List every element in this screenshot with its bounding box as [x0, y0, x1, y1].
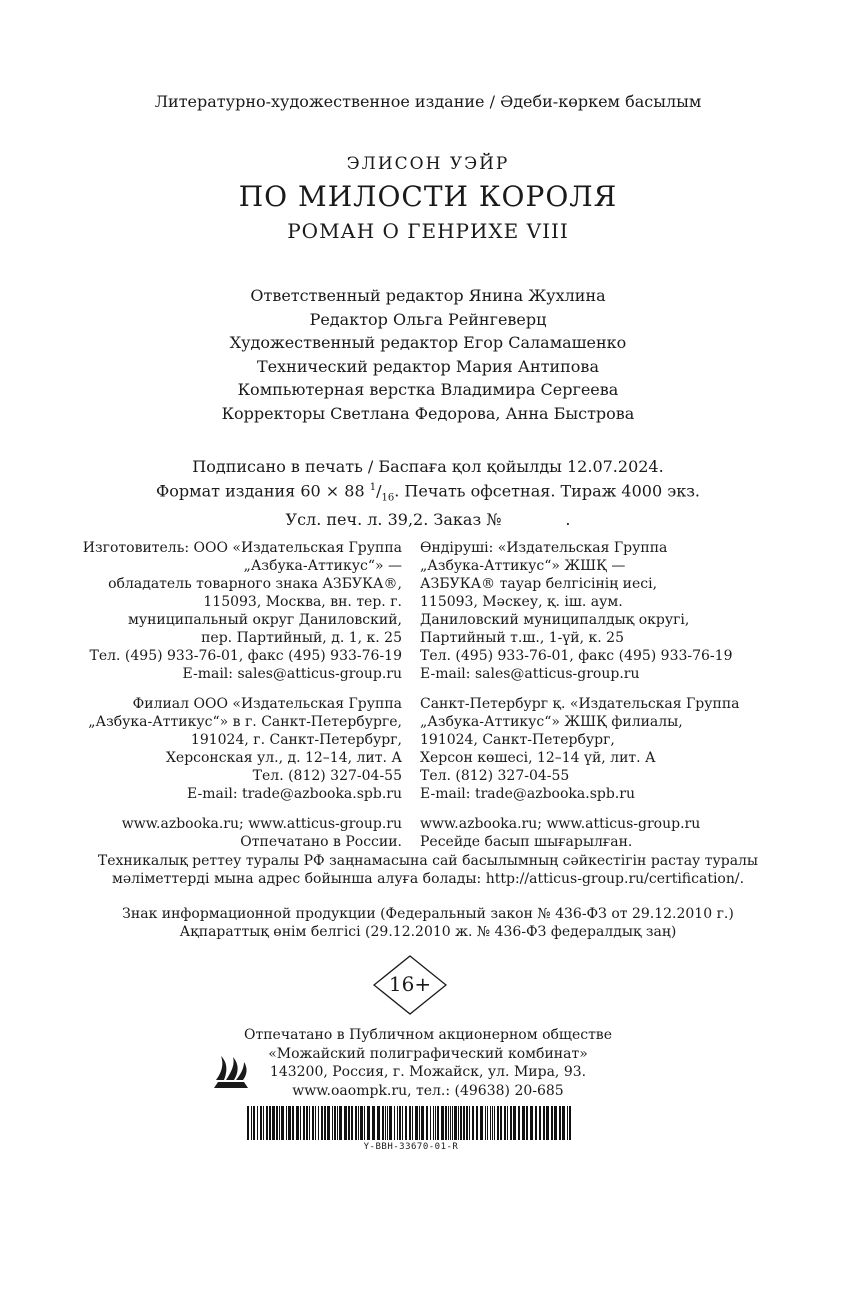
text-line: АЗБУКА® тауар белгісінің иесі, [420, 576, 658, 592]
barcode-bar [367, 1106, 370, 1140]
barcode-bar [364, 1106, 365, 1140]
web-block [420, 815, 750, 851]
text-line: Санкт-Петербург қ. «Издательская Группа [420, 696, 740, 712]
barcode-bar [269, 1106, 271, 1140]
barcode-bar [421, 1106, 424, 1140]
barcode-bar [480, 1106, 483, 1140]
barcode [247, 1106, 575, 1140]
barcode-bar [358, 1106, 359, 1140]
barcode-bar [494, 1106, 495, 1140]
barcode-bar [324, 1106, 326, 1140]
barcode-bar [321, 1106, 323, 1140]
text-line: «Можайский полиграфический комбинат» [268, 1045, 588, 1062]
barcode-bar [286, 1106, 287, 1140]
text-line: 143200, Россия, г. Можайск, ул. Мира, 93. [269, 1064, 587, 1080]
signed-to-print: Подписано в печать / Баспаға қол қойылды 12.07.2024. [192, 457, 664, 476]
web-block [82, 815, 402, 851]
barcode-bar [253, 1106, 255, 1140]
text-line: обладатель товарного знака АЗБУКА®, [108, 576, 402, 592]
barcode-bar [530, 1106, 533, 1140]
barcode-bar [445, 1106, 447, 1140]
age-rating-badge [373, 955, 447, 1015]
text-line: www.azbooka.ru; www.atticus-group.ru [121, 816, 402, 832]
barcode-bar [469, 1106, 470, 1140]
order-end: . [565, 509, 571, 529]
text-line: 115093, Мәскеу, қ. іш. аум. [420, 594, 623, 610]
text-line: Тел. (495) 933-76-01, факс (495) 933-76-19 [89, 648, 402, 664]
text-line: E-mail: sales@atticus-group.ru [420, 666, 640, 682]
text-line: Херсон көшесі, 12–14 үй, лит. А [420, 750, 656, 766]
credit-line: Корректоры Светлана Федорова, Анна Быстрова [221, 403, 635, 423]
text-line: „Азбука-Аттикус“» в г. Санкт-Петербурге, [88, 714, 402, 730]
format-suffix: . Печать офсетная. Тираж 4000 экз. [394, 481, 700, 501]
barcode-bar [279, 1106, 280, 1140]
text-line: 191024, г. Санкт-Петербург, [190, 732, 402, 748]
barcode-bar [251, 1106, 252, 1140]
barcode-bar [360, 1106, 363, 1140]
barcode-bar [554, 1106, 557, 1140]
book-subtitle: РОМАН О ГЕНРИХЕ VIII [287, 219, 569, 243]
genre-line: Литературно-художественное издание / Әдеби-көркем басылым [154, 92, 702, 111]
text-line: Ақпараттық өнім белгісі (29.12.2010 ж. № 436-ФЗ федералдық заң) [179, 924, 677, 940]
text-line: Тел. (495) 933-76-01, факс (495) 933-76-19 [420, 648, 733, 664]
barcode-bar [518, 1106, 520, 1140]
text-line: Тел. (812) 327-04-55 [420, 768, 570, 784]
format-line: Формат издания 60 × 88 $^1/_{16}$. Печать офсетная. Тираж 4000 экз. [155, 481, 700, 504]
info-product-sign [0, 905, 856, 941]
barcode-bar [344, 1106, 347, 1140]
barcode-bar [452, 1106, 453, 1140]
barcode-bar [247, 1106, 249, 1140]
barcode-bar [437, 1106, 439, 1140]
barcode-bar [355, 1106, 357, 1140]
text-line: Тел. (812) 327-04-55 [252, 768, 402, 784]
printer-info [0, 1026, 856, 1100]
barcode-bar [334, 1106, 336, 1140]
barcode-bar [497, 1106, 499, 1140]
print-info [0, 456, 856, 530]
barcode-bar [472, 1106, 474, 1140]
barcode-bar [315, 1106, 316, 1140]
certification-note [0, 852, 856, 888]
text-line: муниципальный округ Даниловский, [127, 612, 402, 628]
format-numerator: 1 [369, 482, 377, 493]
barcode-bar [263, 1106, 264, 1140]
barcode-bar [435, 1106, 436, 1140]
text-line: Техникалық реттеу туралы РФ заңнамасына сай басылымның сәйкестігін растау туралы [97, 853, 759, 869]
format-denominator: 16 [381, 492, 395, 504]
author-name: ЭЛИСОН УЭЙР [346, 154, 510, 174]
barcode-bar [433, 1106, 434, 1140]
barcode-bar [460, 1106, 462, 1140]
barcode-bar [490, 1106, 491, 1140]
text-line: E-mail: trade@azbooka.spb.ru [187, 786, 402, 802]
text-line: www.azbooka.ru; www.atticus-group.ru [420, 816, 701, 832]
barcode-bar [454, 1106, 457, 1140]
text-line: www.oaompk.ru, тел.: (49638) 20-685 [292, 1082, 564, 1099]
text-line: E-mail: sales@atticus-group.ru [182, 666, 402, 682]
barcode-bar [272, 1106, 275, 1140]
barcode-bar [402, 1106, 403, 1140]
barcode-bar [292, 1106, 294, 1140]
barcode-bar [485, 1106, 486, 1140]
age-rating-label: 16+ [388, 972, 432, 996]
barcode-bar [351, 1106, 353, 1140]
barcode-bar [543, 1106, 545, 1140]
manufacturer-block [420, 539, 750, 683]
barcode-bar [266, 1106, 268, 1140]
barcode-bar [504, 1106, 506, 1140]
barcode-code: Y-BBH-33670-01-R [363, 1142, 459, 1152]
barcode-bar [487, 1106, 488, 1140]
credits [0, 284, 856, 425]
barcode-bar [458, 1106, 459, 1140]
order-label: Усл. печ. л. 39,2. Заказ № [285, 509, 502, 529]
barcode-bar [507, 1106, 508, 1140]
barcode-bar [327, 1106, 330, 1140]
barcode-bar [339, 1106, 342, 1140]
barcode-bar [419, 1106, 420, 1140]
barcode-bar [288, 1106, 291, 1140]
barcode-bar [450, 1106, 451, 1140]
barcode-bar [448, 1106, 449, 1140]
barcode-bar [539, 1106, 541, 1140]
text-line: „Азбука-Аттикус“» — [243, 558, 402, 574]
barcode-bar [466, 1106, 468, 1140]
barcode-bar [562, 1106, 565, 1140]
barcode-bar [303, 1106, 305, 1140]
manufacturer-block [82, 539, 402, 683]
barcode-bar [510, 1106, 512, 1140]
branch-block [82, 695, 402, 803]
barcode-bar [409, 1106, 411, 1140]
barcode-bar [312, 1106, 314, 1140]
text-line: Отпечатано в России. [240, 834, 402, 850]
text-line: Партийный т.ш., 1-үй, к. 25 [420, 630, 624, 646]
barcode-bar [463, 1106, 465, 1140]
barcode-bar [394, 1106, 395, 1140]
barcode-bar [492, 1106, 493, 1140]
barcode-bar [405, 1106, 407, 1140]
barcode-bar [306, 1106, 308, 1140]
barcode-bar [257, 1106, 258, 1140]
barcode-bar [397, 1106, 398, 1140]
text-line: 191024, Санкт-Петербург, [420, 732, 615, 748]
publisher-info-kazakh [420, 539, 750, 863]
barcode-bar [337, 1106, 338, 1140]
barcode-bar [348, 1106, 350, 1140]
text-line: пер. Партийный, д. 1, к. 25 [201, 630, 402, 646]
text-line: „Азбука-Аттикус“» ЖШҚ филиалы, [420, 714, 683, 730]
barcode-bar [385, 1106, 386, 1140]
text-line: Өндіруші: «Издательская Группа [420, 540, 668, 556]
barcode-bar [389, 1106, 392, 1140]
credit-line: Компьютерная верстка Владимира Сергеева [237, 380, 619, 399]
text-line: Ресейде басып шығарылған. [420, 834, 633, 850]
barcode-bar [441, 1106, 444, 1140]
barcode-bar [546, 1106, 549, 1140]
format-prefix: Формат издания 60 × 88 [155, 481, 370, 501]
text-line: „Азбука-Аттикус“» ЖШҚ — [420, 558, 626, 574]
barcode-bar [300, 1106, 301, 1140]
text-line: Филиал ООО «Издательская Группа [132, 696, 402, 712]
text-line: мәліметтерді мына адрес бойынша алуға болады: http://atticus-group.ru/certification/. [111, 871, 745, 887]
barcode-bar [476, 1106, 478, 1140]
barcode-bar [513, 1106, 516, 1140]
barcode-bar [377, 1106, 380, 1140]
text-line: 115093, Москва, вн. тер. г. [203, 594, 402, 610]
order-line [0, 509, 856, 530]
barcode-bar [309, 1106, 310, 1140]
credit-line: Технический редактор Мария Антипова [257, 356, 599, 376]
barcode-bar [567, 1106, 568, 1140]
barcode-bar [526, 1106, 528, 1140]
text-line: Знак информационной продукции (Федеральный закон № 436-ФЗ от 29.12.2010 г.) [122, 906, 734, 922]
barcode-bar [276, 1106, 278, 1140]
credit-line: Редактор Ольга Рейнгеверц [309, 309, 547, 329]
barcode-bar [332, 1106, 333, 1140]
barcode-bar [522, 1106, 525, 1140]
text-line: E-mail: trade@azbooka.spb.ru [420, 786, 635, 802]
barcode-bar [260, 1106, 262, 1140]
barcode-bar [412, 1106, 413, 1140]
barcode-bar [559, 1106, 561, 1140]
barcode-bar [500, 1106, 502, 1140]
text-line: Херсонская ул., д. 12–14, лит. А [165, 750, 402, 766]
text-line: Даниловский муниципалдық округі, [420, 612, 690, 628]
barcode-bar [387, 1106, 388, 1140]
text-line: Отпечатано в Публичном акционерном обществе [244, 1027, 612, 1043]
barcode-bar [551, 1106, 553, 1140]
barcode-bar [281, 1106, 284, 1140]
barcode-bar [382, 1106, 384, 1140]
barcode-bar [569, 1106, 571, 1140]
publisher-info-russian [82, 539, 402, 863]
credit-line: Ответственный редактор Янина Жухлина [250, 286, 606, 305]
barcode-bar [318, 1106, 319, 1140]
barcode-bar [296, 1106, 299, 1140]
barcode-bar [430, 1106, 431, 1140]
barcode-bar [535, 1106, 537, 1140]
barcode-bar [426, 1106, 428, 1140]
credit-line: Художественный редактор Егор Саламашенко [229, 333, 627, 352]
text-line: Изготовитель: ООО «Издательская Группа [82, 540, 402, 556]
branch-block [420, 695, 750, 803]
book-title: ПО МИЛОСТИ КОРОЛЯ [238, 180, 618, 213]
barcode-bar [415, 1106, 418, 1140]
barcode-bar [399, 1106, 401, 1140]
barcode-bar [372, 1106, 375, 1140]
